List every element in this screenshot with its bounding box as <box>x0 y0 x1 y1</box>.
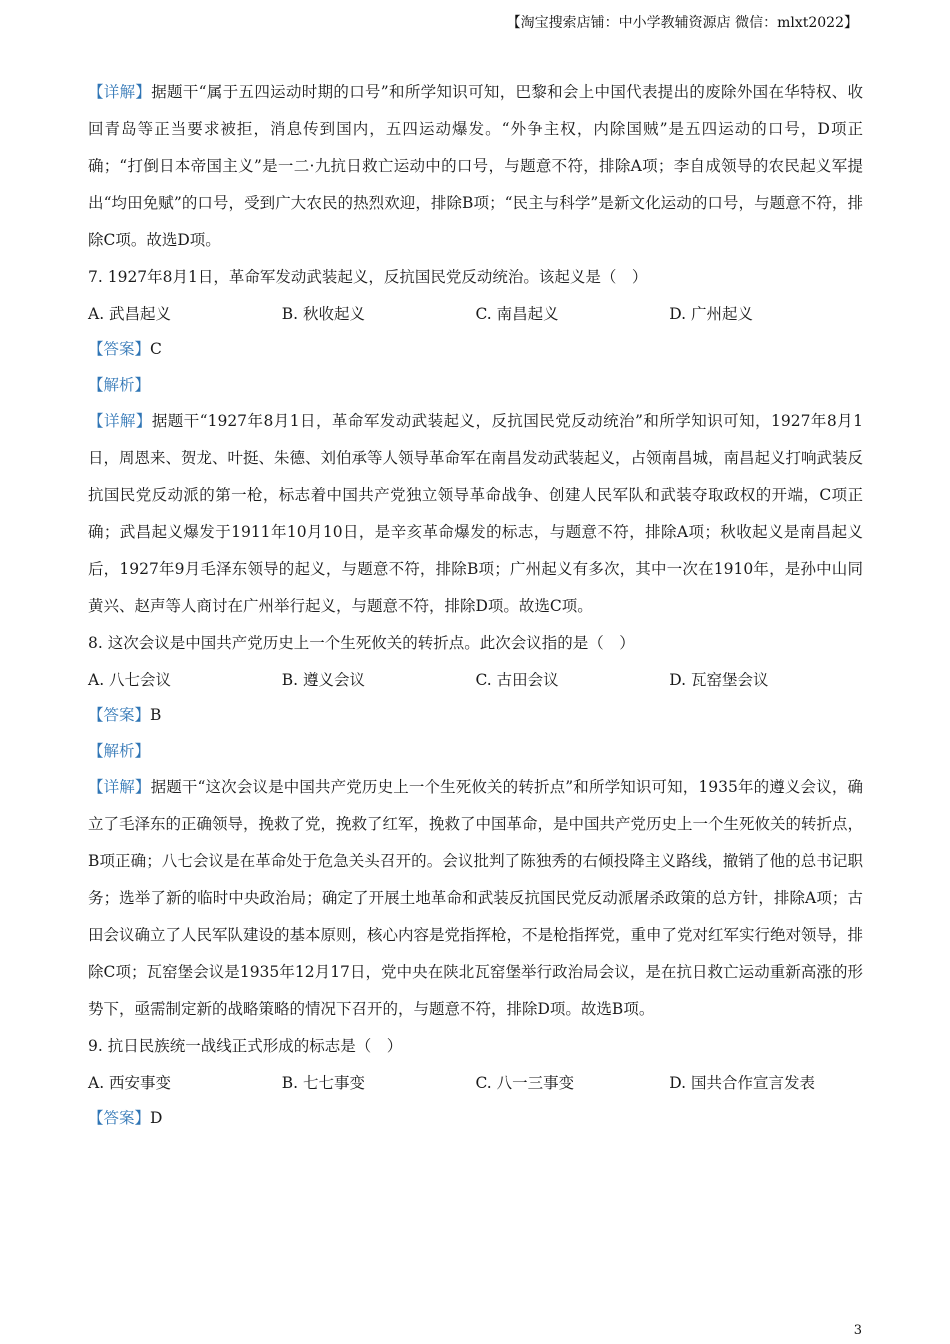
page-number: 3 <box>853 1323 862 1338</box>
analysis-tag: 【解析】 <box>88 376 151 394</box>
q7-stem: 7. 1927年8月1日，革命军发动武装起义，反抗国民党反动统治。该起义是（ ） <box>88 268 648 286</box>
q8-analysis <box>88 733 863 769</box>
q8-option-d: D. 瓦窑堡会议 <box>669 671 769 689</box>
detail-tag: 【详解】 <box>88 412 152 430</box>
q7-analysis <box>88 367 863 403</box>
document-body <box>88 74 863 1136</box>
analysis-tag: 【解析】 <box>88 742 151 760</box>
q7-options <box>88 295 863 331</box>
q9-stem: 9. 抗日民族统一战线正式形成的标志是（ ） <box>88 1037 403 1055</box>
detail-tag: 【详解】 <box>88 778 151 796</box>
q9-options <box>88 1064 863 1100</box>
q8-answer-value: B <box>150 706 162 724</box>
answer-tag: 【答案】 <box>88 340 151 358</box>
q8-stem: 8. 这次会议是中国共产党历史上一个生死攸关的转折点。此次会议指的是（ ） <box>88 634 635 652</box>
q7-option-b: B. 秋收起义 <box>281 305 365 323</box>
q7-option-c: C. 南昌起义 <box>475 305 559 323</box>
q8-option-a: A. 八七会议 <box>88 671 172 689</box>
q7-detail <box>88 403 863 625</box>
q9-answer <box>88 1100 863 1136</box>
q7-detail-text: 据题干“1927年8月1日，革命军发动武装起义，反抗国民党反动统治”和所学知识可知，1927年8月1日，周恩来、贺龙、叶挺、朱德、刘伯承等人领导革命军在南昌发动武装起义，占领南昌城，南昌起义打响武装反抗国民党反动派的第一枪，标志着中国共产党独立领导革命战争、创建人民军队和武装夺取政权的开端，C项正确；武昌起义爆发于1911年10月10日，是辛亥革命爆发的标志，与题意不符，排除A项；秋收起义是南昌起义后，1927年9月毛泽东领导的起义，与题意不符，排除B项；广州起义有多次，其中一次在1910年，是孙中山同黄兴、赵声等人商讨在广州举行起义，与题意不符，排除D项。故选C项。 <box>88 412 864 615</box>
q9-answer-value: D <box>150 1109 163 1127</box>
q8-detail-text: 据题干“这次会议是中国共产党历史上一个生死攸关的转折点”和所学知识可知，1935年的遵义会议，确立了毛泽东的正确领导，挽救了党，挽救了红军，挽救了中国革命，是中国共产党历史上一个生死攸关的转折点，B项正确；八七会议是在革命处于危急关头召开的。会议批判了陈独秀的右倾投降主义路线，撤销了他的总书记职务；选举了新的临时中央政治局；确定了开展土地革命和武装反抗国民党反动派屠杀政策的总方针，排除A项；古田会议确立了人民军队建设的基本原则，核心内容是党指挥枪，不是枪指挥党，重申了党对红军实行绝对领导，排除C项；瓦窑堡会议是1935年12月17日，党中央在陕北瓦窑堡举行政治局会议，是在抗日救亡运动重新高涨的形势下，亟需制定新的战略策略的情况下召开的，与题意不符，排除D项。故选B项。 <box>88 778 864 1018</box>
q8-options <box>88 661 863 697</box>
q8-answer <box>88 697 863 733</box>
q8-option-b: B. 遵义会议 <box>281 671 365 689</box>
q7-option-a: A. 武昌起义 <box>88 305 172 323</box>
q9-option-a: A. 西安事变 <box>88 1074 172 1092</box>
q9-option-c: C. 八一三事变 <box>475 1074 575 1092</box>
answer-tag: 【答案】 <box>88 706 151 724</box>
q6-detail-text: 据题干“属于五四运动时期的口号”和所学知识可知，巴黎和会上中国代表提出的废除外国在华特权、收回青岛等正当要求被拒，消息传到国内，五四运动爆发。“外争主权，内除国贼”是五四运动的口号，D项正确；“打倒日本帝国主义”是一二·九抗日救亡运动中的口号，与题意不符，排除A项；李自成领导的农民起义军提出“均田免赋”的口号，受到广大农民的热烈欢迎，排除B项；“民主与科学”是新文化运动的口号，与题意不符，排除C项。故选D项。 <box>88 83 863 249</box>
detail-tag: 【详解】 <box>88 83 152 101</box>
q9-option-d: D. 国共合作宣言发表 <box>669 1074 815 1092</box>
q7-answer <box>88 331 863 367</box>
q6-detail <box>88 74 863 259</box>
q7-option-d: D. 广州起义 <box>669 305 753 323</box>
q8-detail <box>88 769 863 1028</box>
page-header-watermark: 【淘宝搜索店铺：中小学教辅资源店 微信：mlxt2022】 <box>506 15 858 31</box>
q9-option-b: B. 七七事变 <box>281 1074 365 1092</box>
q7-answer-value: C <box>150 340 162 358</box>
answer-tag: 【答案】 <box>88 1109 151 1127</box>
q8-option-c: C. 古田会议 <box>475 671 559 689</box>
